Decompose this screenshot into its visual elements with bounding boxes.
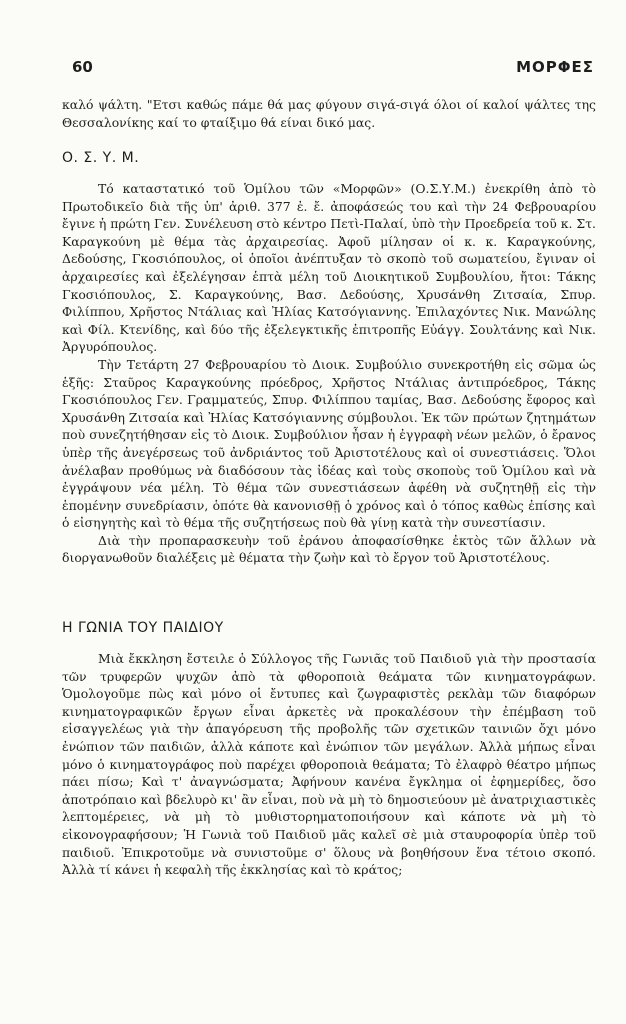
page-number: 60	[72, 58, 93, 76]
page-header	[72, 58, 594, 80]
paragraph: Τό καταστατικό τοῦ Ὁμίλου τῶν «Μορφῶν» (Ο.Σ.Υ.Μ.) ἐνεκρίθη ἀπὸ τὸ Πρωτοδικεῖο διὰ τῆς ὑπ' ἀριθ. 377 ἐ. ἔ. ἀποφάσεώς του καὶ τὴν 24 Φεβρουαρίου ἔγινε ἡ πρώτη Γεν. Συνέλευση στὸ κέντρο Πετὶ-Παλαί, ὑπὸ τὴν Προεδρεία τοῦ κ. Στ. Καραγκούνη μὲ θέμα τὰς ἀρχαιρεσίας. Ἀφοῦ μίλησαν οἱ κ. κ. Καραγκούνης, Δεδούσης, Γκοσιόπουλος, οἱ ὁποῖοι ἀνέπτυξαν τὸ σκοπὸ τοῦ σωματείου, ἔγιναν οἱ ἀρχαιρεσίες καὶ ἐξελέγησαν ἑπτὰ μέλη τοῦ Διοικητικοῦ Συμβουλίου, ἤτοι: Τάκης Γκοσιόπουλος, Σ. Καραγκούνης, Βασ. Δεδούσης, Χρυσάνθη Ζιτσαία, Σπυρ. Φιλίππου, Χρῆστος Ντάλιας καὶ Ἠλίας Κατσόγιαννης. Ἐπιλαχόντες Νικ. Μανώλης καὶ Φίλ. Κτενίδης, καὶ δύο τῆς ἐξελεγκτικῆς ἐπιτροπῆς Εὐάγγ. Σουλτάνης καὶ Νικ. Ἀργυρόπουλος.	[62, 181, 596, 355]
intro-text-block	[62, 96, 596, 131]
section-body-osym	[62, 180, 596, 567]
paragraph: Μιὰ ἔκκληση ἔστειλε ὁ Σύλλογος τῆς Γωνιᾶς τοῦ Παιδιοῦ γιὰ τὴν προστασία τῶν τρυφερῶν ψυχῶν ἀπὸ τὰ φθοροποιὰ θεάματα τῶν κινηματογράφων. Ὁμολογοῦμε πὼς καὶ μόνο οἱ ἔντυπες καὶ ζωγραφιστὲς ρεκλὰμ τῶν διαφόρων κινηματογραφικῶν ἔργων εἶναι ἀρκετὲς νὰ προκαλέσουν τὴν ἐπέμβαση τοῦ εἰσαγγελέως γιὰ τὴν ἀπαγόρευση τῆς προβολῆς τῶν σχετικῶν ταινιῶν ὄχι μόνο ἐνώπιον τῶν παιδιῶν, ἀλλὰ κάποτε καὶ ἐνώπιον τῶν μεγάλων. Ἀλλὰ μήπως εἶναι μόνο ὁ κινηματογράφος ποὺ παρέχει φθοροποιὰ θεάματα; Τὸ ἐλαφρὸ θέατρο μήπως πάει πίσω; Καὶ τ' ἀναγνώσματα; Ἀφήνουν κανένα ἔγκλημα οἱ ἐφημερίδες, ὅσο ἀποτρόπαιο καὶ βδελυρὸ κι' ἂν εἶναι, ποὺ νὰ μὴ τὸ δημοσιεύουν μὲ ἀνατριχιαστικὲς λεπτομέρειες, νὰ μὴ τὸ μυθιστορηματοποιήσουν καὶ κάποτε νὰ μὴ τὸ εἰκονογραφήσουν; Ἡ Γωνιὰ τοῦ Παιδιοῦ μᾶς καλεῖ σὲ μιὰ σταυροφορία ὑπὲρ τοῦ παιδιοῦ. Ἐπικροτοῦμε νὰ συνιστοῦμε σ' ὅλους νὰ βοηθήσουν ἕνα τέτοιο σκοπό. Ἀλλὰ τί κάνει ἡ κεφαλὴ τῆς ἐκκλησίας καὶ τὸ κράτος;	[62, 651, 596, 878]
intro-paragraph: καλό ψάλτη. "Ετσι καθώς πάμε θά μας φύγουν σιγά-σιγά όλοι οί καλοί ψάλτες της Θεσσαλονίκης καί το φταίξιμο θά είναι δικό μας.	[62, 97, 596, 130]
section-heading-children-corner: Η ΓΩΝΙΑ ΤΟΥ ΠΑΙΔΙΟΥ	[62, 620, 224, 636]
section-heading-osym: Ο. Σ. Υ. Μ.	[62, 150, 140, 166]
paragraph: Διὰ τὴν προπαρασκευὴν τοῦ ἐράνου ἀποφασίσθηκε ἐκτὸς τῶν ἄλλων νὰ διοργανωθοῦν διαλέξεις μὲ θέματα τὴν ζωὴν καὶ τὸ ἔργον τοῦ Ἀριστοτέλους.	[62, 532, 596, 566]
section-body-children-corner	[62, 650, 596, 879]
paragraph: Τὴν Τετάρτη 27 Φεβρουαρίου τὸ Διοικ. Συμβούλιο συνεκροτήθη εἰς σῶμα ὡς ἑξῆς: Σταῦρος Καραγκούνης πρόεδρος, Χρῆστος Ντάλιας ἀντιπρόεδρος, Τάκης Γκοσιόπουλος Γεν. Γραμματεύς, Σπυρ. Φιλίππου ταμίας, Βασ. Δεδούσης ἔφορος καὶ Χρυσάνθη Ζιτσαία καὶ Ἠλίας Κατσόγιαννης σύμβουλοι. Ἐκ τῶν πρώτων ζητημάτων ποὺ συνεζητήθησαν εἰς τὸ Διοικ. Συμβούλιον ἦσαν ἡ ἐγγραφὴ νέων μελῶν, ὁ ἔρανος ὑπὲρ τῆς ἀνεγέρσεως τοῦ ἀνδριάντος τοῦ Ἀριστοτέλους καὶ οἱ συνεστιάσεις. Ὅλοι ἀνέλαβαν προθύμως νὰ διαδόσουν τὰς ἰδέας καὶ τοὺς σκοποὺς τοῦ Ὁμίλου καὶ νὰ ἐγγράψουν νέα μέλη. Τὸ θέμα τῶν συνεστιάσεων ἀφέθη νὰ συζητηθῇ εἰς τὴν ἑπομένην συνεδρίασιν, ὁπότε θὰ κανονισθῇ ὁ χρόνος καὶ ὁ τόπος καθὼς ἐπίσης καὶ ὁ εἰσηγητὴς καὶ τὸ θέμα τῆς συζητήσεως ποὺ θὰ γίνῃ κατὰ τὴν συνεστίασιν.	[62, 356, 596, 531]
running-title: ΜΟΡΦΕΣ	[516, 58, 594, 76]
